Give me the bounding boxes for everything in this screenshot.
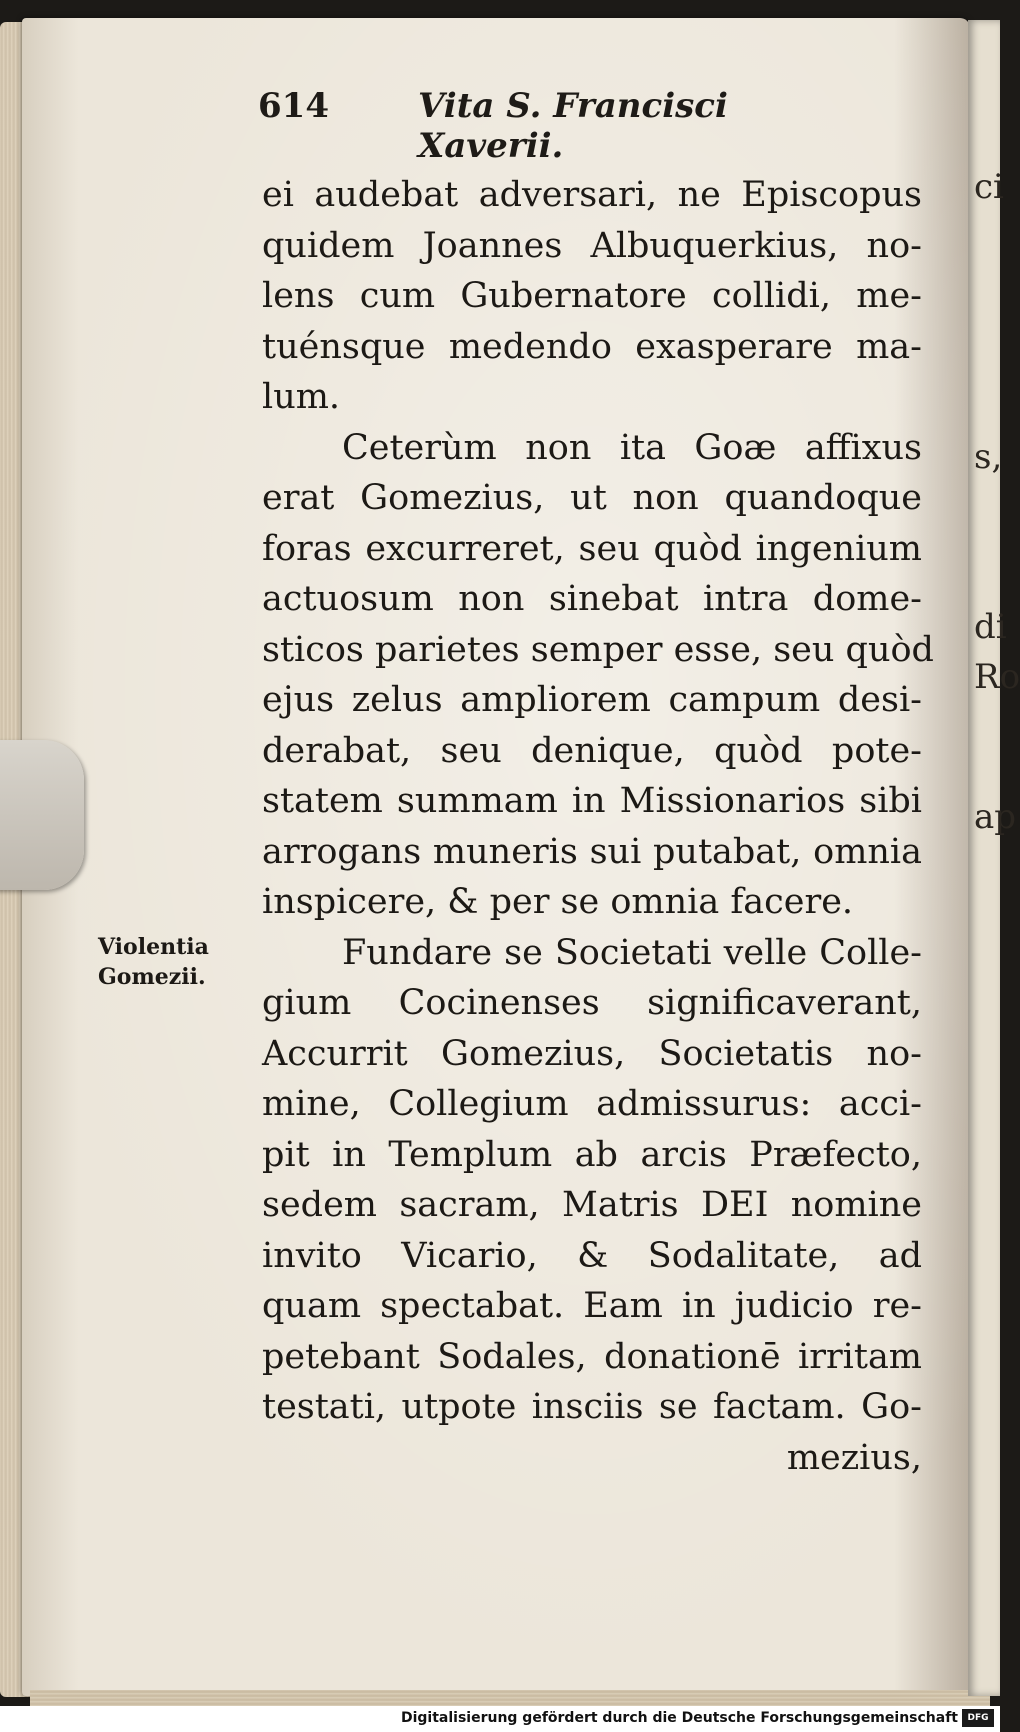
book-edge-bottom bbox=[30, 1690, 990, 1706]
digitization-footer bbox=[0, 1706, 1000, 1732]
text-line: sedem sacram, Matris DEI nomine bbox=[262, 1185, 922, 1225]
text-line: pit in Templum ab arcis Præfecto, bbox=[262, 1134, 922, 1175]
text-line: Ceterùm non ita Goæ affixus bbox=[342, 427, 922, 468]
text-line: gium Cocinenses significaverant, bbox=[262, 983, 922, 1023]
catchword: mezius, bbox=[786, 1437, 922, 1478]
text-line: derabat, seu denique, quòd pote- bbox=[262, 730, 922, 771]
text-line: sticos parietes semper esse, seu quòd bbox=[262, 629, 934, 670]
facing-page-edge: ci s, di Ro ap bbox=[968, 20, 1000, 1696]
text-line: inspicere, & per se omnia facere. bbox=[262, 882, 854, 922]
text-line: statem summam in Missionarios sibi bbox=[262, 781, 922, 821]
text-line: arrogans muneris sui putabat, omnia bbox=[262, 831, 922, 872]
marginal-note-line: Gomezii. bbox=[98, 964, 206, 990]
text-line: Fundare se Societati velle Colle- bbox=[342, 932, 922, 973]
text-line: tuénsque medendo exasperare ma- bbox=[262, 326, 922, 367]
text-line: ejus zelus ampliorem campum desi- bbox=[262, 680, 922, 720]
text-line: lens cum Gubernatore collidi, me- bbox=[262, 276, 922, 316]
page-number: 614 bbox=[258, 86, 329, 126]
text-line: foras excurreret, seu quòd ingenium bbox=[262, 528, 922, 569]
marginal-note-line: Violentia bbox=[98, 934, 209, 960]
text-line: quam spectabat. Eam in judicio re- bbox=[262, 1286, 922, 1326]
marginal-note bbox=[98, 932, 248, 992]
text-line: erat Gomezius, ut non quandoque bbox=[262, 478, 922, 518]
body-text bbox=[262, 170, 934, 1483]
text-line: quidem Joannes Albuquerkius, no- bbox=[262, 225, 922, 266]
dfg-logo: DFG bbox=[962, 1709, 994, 1727]
text-line: Accurrit Gomezius, Societatis no- bbox=[262, 1033, 922, 1074]
text-line: invito Vicario, & Sodalitate, ad bbox=[262, 1235, 922, 1276]
text-line: testati, utpote insciis se factam. Go- bbox=[262, 1387, 922, 1427]
text-line: mine, Collegium admissurus: acci- bbox=[262, 1084, 922, 1124]
page-clip bbox=[0, 740, 84, 890]
text-line: ei audebat adversari, ne Episcopus bbox=[262, 175, 922, 215]
running-header bbox=[258, 86, 878, 166]
text-line: actuosum non sinebat intra dome- bbox=[262, 579, 922, 619]
footer-credit: Digitalisierung gefördert durch die Deutsche Forschungsgemeinschaft bbox=[400, 1710, 958, 1726]
text-line: lum. bbox=[262, 377, 341, 417]
text-line: petebant Sodales, donationē irritam bbox=[262, 1336, 922, 1377]
running-title: Vita S. Francisci Xaverii. bbox=[418, 86, 728, 166]
